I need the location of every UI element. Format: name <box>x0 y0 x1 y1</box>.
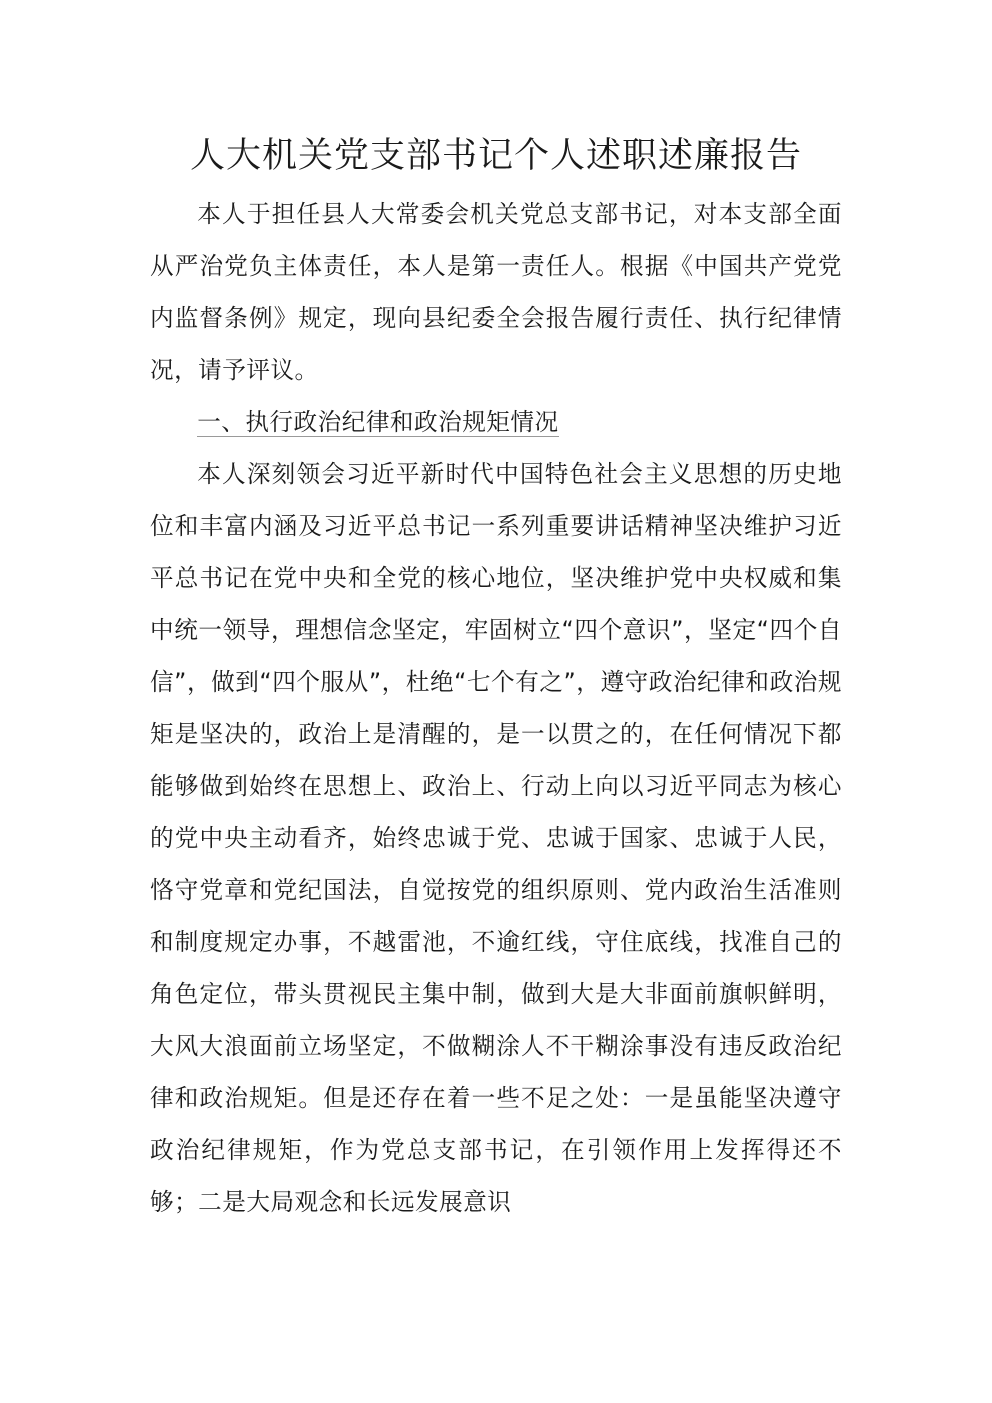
document-title: 人大机关党支部书记个人述职述廉报告 <box>189 136 802 176</box>
section-heading-text: 一、执行政治纪律和政治规矩情况 <box>197 408 559 436</box>
intro-paragraph: 本人于担任县人大常委会机关党总支部书记，对本支部全面从严治党负主体责任，本人是第一责任人。根据《中国共产党党内监督条例》规定，现向县纪委全会报告履行责任、执行纪律情况，请予评议。 <box>150 188 842 396</box>
section-heading <box>150 396 842 448</box>
section-paragraph: 本人深刻领会习近平新时代中国特色社会主义思想的历史地位和丰富内涵及习近平总书记一系列重要讲话精神坚决维护习近平总书记在党中央和全党的核心地位，坚决维护党中央权威和集中统一领导，理想信念坚定，牢固树立“四个意识”，坚定“四个自信”，做到“四个服从”，杜绝“七个有之”，遵守政治纪律和政治规矩是坚决的，政治上是清醒的，是一以贯之的，在任何情况下都能够做到始终在思想上、政治上、行动上向以习近平同志为核心的党中央主动看齐，始终忠诚于党、忠诚于国家、忠诚于人民，恪守党章和党纪国法，自觉按党的组织原则、党内政治生活准则和制度规定办事，不越雷池，不逾红线，守住底线，找准自己的角色定位，带头贯视民主集中制，做到大是大非面前旗帜鲜明，大风大浪面前立场坚定，不做糊涂人不干糊涂事没有违反政治纪律和政治规矩。但是还存在着一些不足之处：一是虽能坚决遵守政治纪律规矩，作为党总支部书记，在引领作用上发挥得还不够；二是大局观念和长远发展意识 <box>150 448 842 1228</box>
document-body <box>150 188 842 1228</box>
